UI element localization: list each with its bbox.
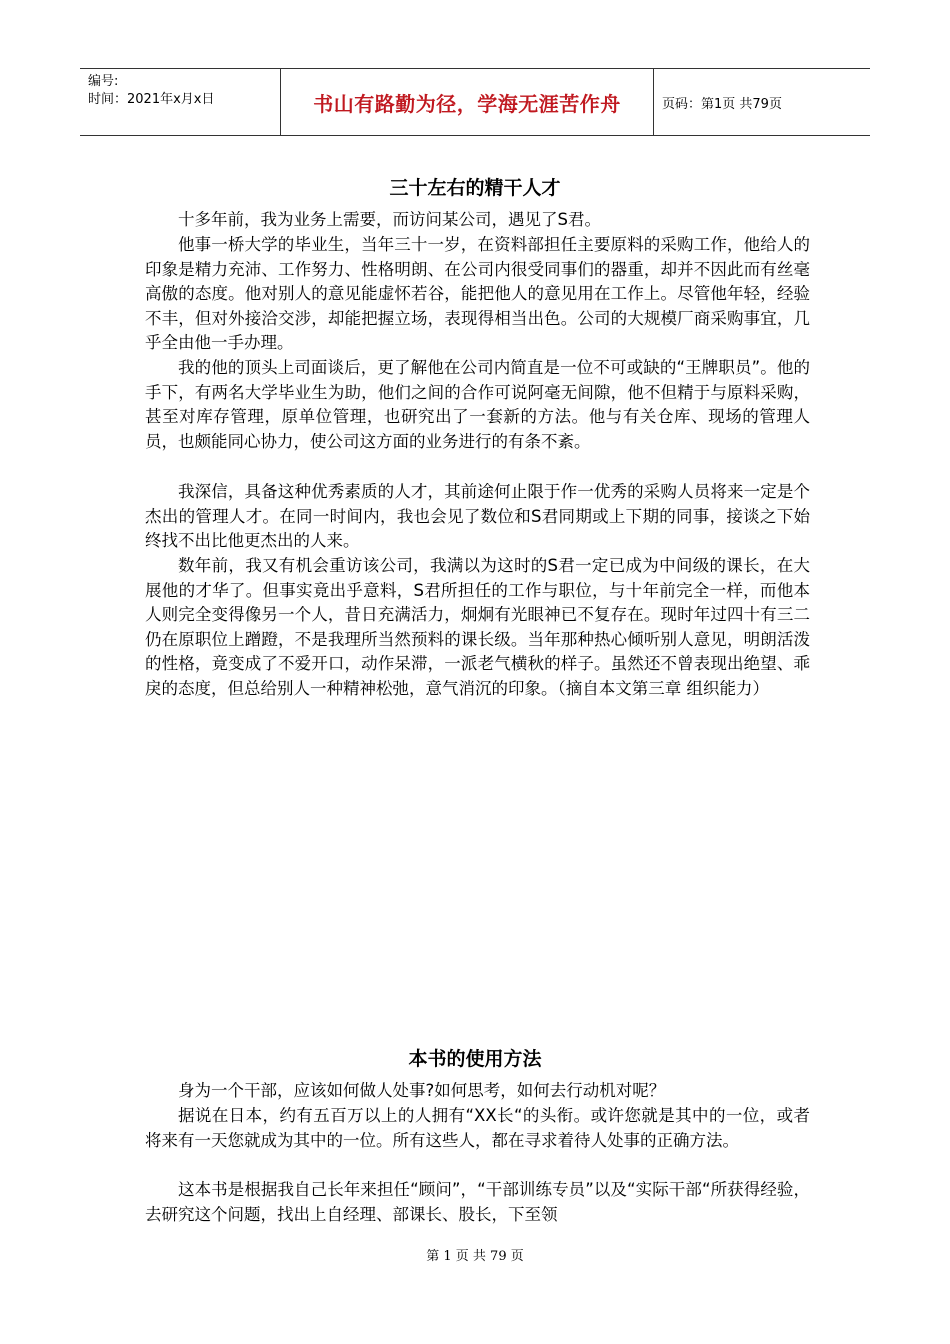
header-motto: 书山有路勤为径，学海无涯苦作舟: [280, 69, 654, 135]
paragraph: 这本书是根据我自己长年来担任“顾问”，“干部训练专员”以及“实际干部“所获得经验，去研究这个问题，找出上自经理、部课长、股长，下至领: [145, 1180, 810, 1224]
page-footer: 第 1 页 共 79 页: [426, 1249, 524, 1264]
paragraph: 数年前，我又有机会重访该公司，我满以为这时的S君一定已成为中间级的课长，在大展他的才华了。但事实竟出乎意料，S君所担任的工作与职位，与十年前完全一样，而他本人则完全变得像另一个人，昔日充满活力，炯炯有光眼神已不复存在。现时年过四十有三二仍在原职位上蹭蹬，不是我理所当然预料的课长级。当年那种热心倾听别人意见，明朗活泼的性格，竟变成了不爱开口，动作呆滞，一派老气横秋的样子。虽然还不曾表现出绝望、乖戾的态度，但总给别人一种精神松弛，意气消沉的印象。（摘自本文第三章 组织能力）: [145, 556, 810, 698]
paragraph: 我深信，具备这种优秀素质的人才，其前途何止限于作一优秀的采购人员将来一定是个杰出的管理人才。在同一时间内，我也会见了数位和S君同期或上下期的同事，接谈之下始终找不出比他更杰出的人来。: [145, 482, 810, 551]
paragraph: 十多年前，我为业务上需要，而访问某公司，遇见了S君。: [178, 210, 601, 229]
section-title-1: 三十左右的精干人才: [389, 177, 561, 199]
header-meta: [80, 69, 280, 135]
paragraph: 据说在日本，约有五百万以上的人拥有“XX长“的头衔。或许您就是其中的一位，或者将来有一天您就成为其中的一位。所有这些人，都在寻求着待人处事的正确方法。: [145, 1106, 810, 1150]
document-time-label: 时间：2021年x月x日: [88, 92, 215, 107]
paragraph: 身为一个干部，应该如何做人处事?如何思考，如何去行动机对呢？: [178, 1081, 666, 1100]
section-title-2: 本书的使用方法: [408, 1048, 542, 1070]
paragraph: 我的他的顶头上司面谈后，更了解他在公司内简直是一位不可或缺的“王牌职员”。他的手下，有两名大学毕业生为助，他们之间的合作可说阿毫无间隙，他不但精于与原料采购，甚至对库存管理，原单位管理，也研究出了一套新的方法。他与有关仓库、现场的管理人员，也颇能同心协力，使公司这方面的业务进行的有条不紊。: [145, 358, 810, 451]
paragraph: 他事一桥大学的毕业生，当年三十一岁，在资料部担任主要原料的采购工作，他给人的印象是精力充沛、工作努力、性格明朗、在公司内很受同事们的器重，却并不因此而有丝毫高傲的态度。他对别人的意见能虚怀若谷，能把他人的意见用在工作上。尽管他年轻，经验不丰，但对外接洽交涉，却能把握立场，表现得相当出色。公司的大规模厂商采购事宜，几乎全由他一手办理。: [145, 235, 810, 353]
document-number-label: 编号:: [88, 74, 119, 89]
header-page-info: 页码：第1页 共79页: [662, 96, 782, 112]
header-table: [80, 68, 870, 136]
